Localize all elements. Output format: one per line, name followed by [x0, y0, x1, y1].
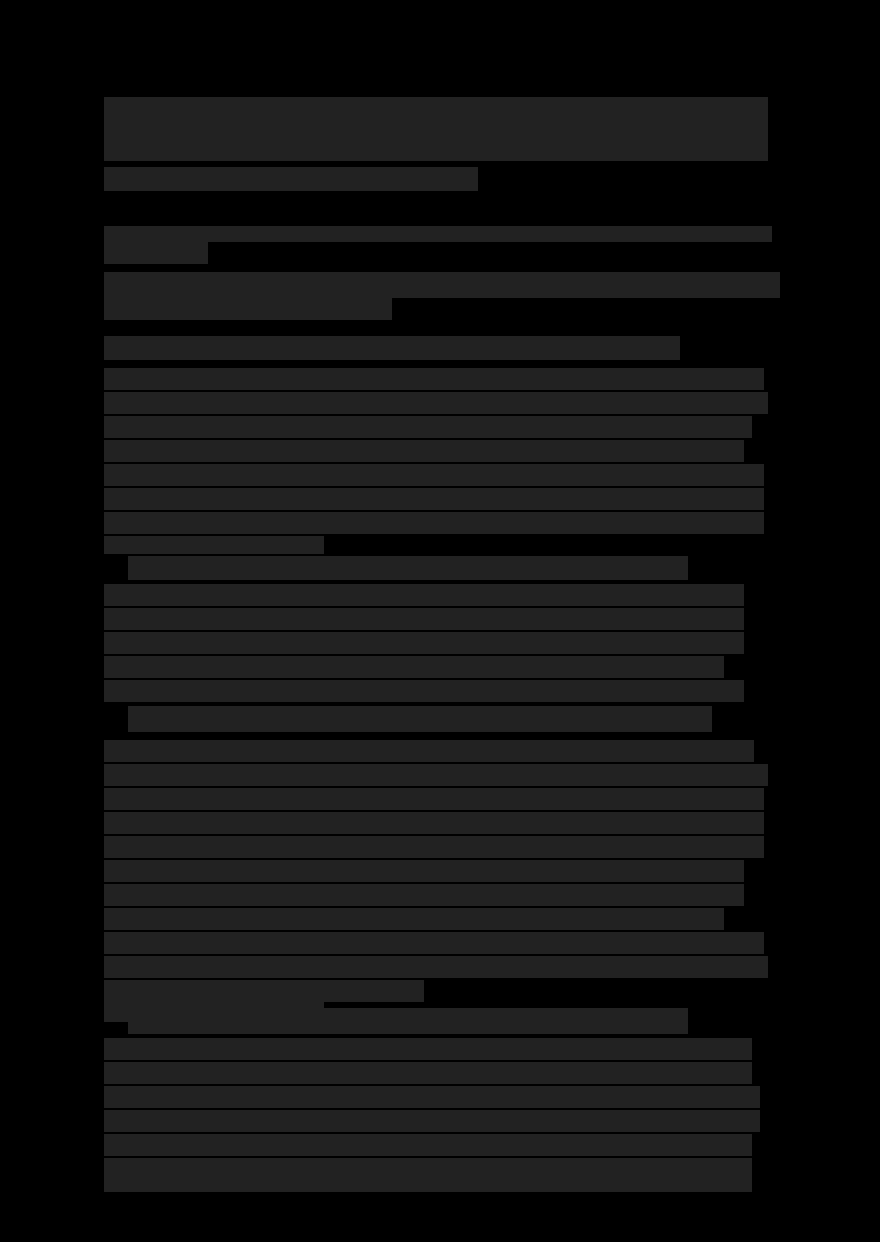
redacted-paragraph-block [104, 1134, 752, 1156]
redacted-paragraph-block [104, 764, 768, 786]
redacted-paragraph-block [104, 836, 764, 858]
redacted-heading-block [104, 240, 208, 264]
redacted-paragraph-block [104, 788, 764, 810]
redacted-paragraph-block [104, 680, 744, 702]
redacted-paragraph-block [104, 908, 724, 930]
redacted-paragraph-block [128, 706, 712, 732]
redacted-paragraph-block [104, 980, 424, 1002]
redacted-paragraph-block [104, 932, 764, 954]
redacted-paragraph-block [104, 464, 764, 486]
redacted-paragraph-block [104, 740, 754, 762]
redacted-paragraph-block [104, 656, 724, 678]
redacted-paragraph-block [104, 440, 744, 462]
redacted-paragraph-block [104, 584, 744, 606]
redacted-paragraph-block [104, 1158, 752, 1192]
redacted-paragraph-block [104, 368, 764, 390]
redacted-paragraph-block [104, 392, 768, 414]
redacted-paragraph-block [104, 1110, 760, 1132]
redacted-paragraph-block [104, 1086, 760, 1108]
redacted-paragraph-block [104, 336, 680, 360]
redacted-paragraph-block [104, 608, 744, 630]
redacted-paragraph-block [104, 884, 744, 906]
redacted-paragraph-block [128, 556, 688, 580]
redacted-paragraph-block [104, 1038, 752, 1060]
redacted-paragraph-block [104, 632, 744, 654]
redacted-paragraph-block [104, 296, 392, 320]
redacted-title-block [104, 98, 764, 104]
redacted-paragraph-block [104, 272, 780, 298]
redacted-subtitle-block [104, 167, 478, 191]
redacted-paragraph-block [104, 956, 768, 978]
redacted-paragraph-block [104, 488, 764, 510]
redacted-paragraph-block [104, 536, 324, 554]
redacted-paragraph-block [104, 860, 744, 882]
redacted-paragraph-block [104, 416, 752, 438]
redacted-paragraph-block [128, 1008, 688, 1034]
redacted-paragraph-block [104, 1062, 752, 1084]
redacted-title-block [104, 97, 768, 161]
redacted-paragraph-block [104, 812, 764, 834]
redacted-paragraph-block [104, 512, 764, 534]
